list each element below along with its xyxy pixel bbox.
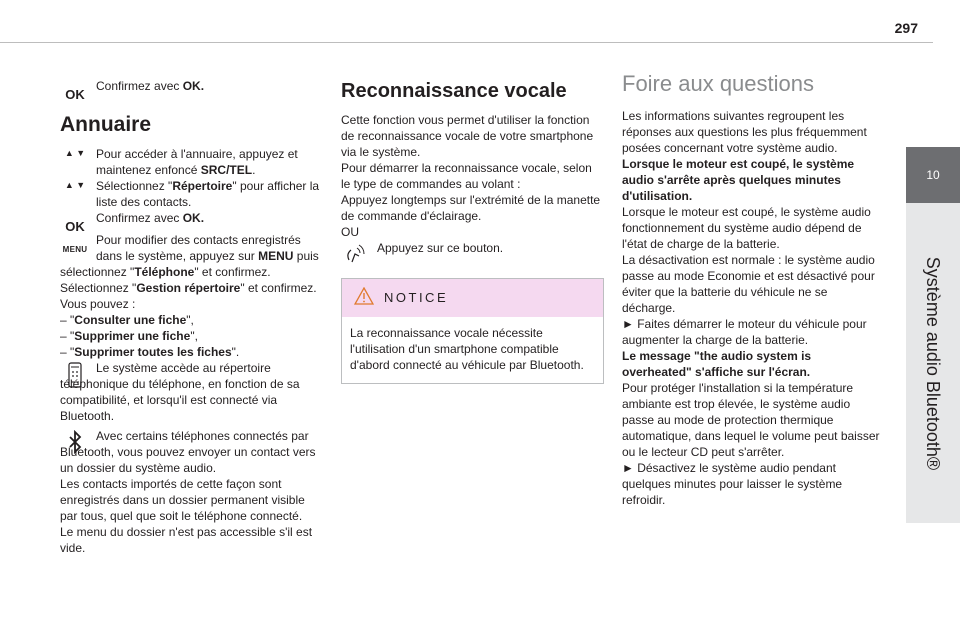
voice-command-icon [341,242,371,269]
confirm2-bold: OK. [182,211,205,225]
arrows1-text: Pour accéder à l'annuaire, appuyez et maintenez enfoncé [96,147,298,177]
option-bold: Supprimer toutes les fiches [74,345,232,359]
confirm-text: Confirmez avec [96,79,183,93]
option-bold: Supprimer une fiche [74,329,191,343]
confirm2-text: Confirmez avec [96,211,183,225]
option-post: ", [190,329,198,343]
faq-question-1: Lorsque le moteur est coupé, le système audio s'arrête après quelques minutes d'utilisation. [622,157,855,203]
column-annuaire [60,78,322,556]
voice-button-row [341,240,604,264]
faq-answer-2: Pour protéger l'installation si la température ambiante est trop élevée, le système audio passe au mode de protection thermique automatique, dans lequel le volume peut baisser ou le lecteur CD peut s'arrêter. [622,381,880,459]
imported-contacts-text: Les contacts importés de cette façon sont enregistrés dans un dossier permanent visible par tous, quel que soit le téléphone connecté. [60,477,305,523]
page-number: 297 [894,20,918,36]
menu-button-icon: MENU [62,245,88,254]
select-gest-post: " et confirmez. [240,281,317,295]
chapter-title [906,203,960,523]
option-post: ". [231,345,240,359]
chapter-title-text: Système audio Bluetooth® [923,256,944,470]
option-item [60,344,322,360]
vous-pouvez: Vous pouvez : [60,297,136,311]
notice-text: La reconnaissance vocale nécessite l'utilisation d'un smartphone compatible d'abord connecté au véhicule par Bluetooth. [350,326,584,372]
section-heading-faq: Foire aux questions [622,71,814,96]
phone-note-text: Le système accède au répertoire téléphonique du téléphone, en fonction de sa compatibilité, et lorsqu'il est connecté via Bluetooth. [60,361,300,423]
column-faq [622,70,884,508]
phone-note-row [60,360,322,424]
option-pre: – " [60,345,75,359]
phone-icon [60,362,90,393]
notice-title: NOTICE [384,290,449,305]
arrows1-post: . [252,163,256,177]
faq-intro: Les informations suivantes regroupent les réponses aux questions les plus fréquemment posées concernant votre système audio. [622,109,867,155]
arrows2-post: " pour afficher la liste des contacts. [96,179,320,209]
select-gest-pre: Sélectionnez " [60,281,137,295]
confirm-bold: OK. [182,79,205,93]
faq-answer-1: Lorsque le moteur est coupé, le système audio fonctionnement du système audio dépend de l'état de charge de la batterie. [622,205,871,251]
select-tel-pre: sélectionnez " [60,265,135,279]
voice-intro: Cette fonction vous permet d'utiliser la fonction de reconnaissance vocale de votre smartphone via le système. [341,113,594,159]
arrows1-bold: SRC/TEL [200,163,253,177]
voice-press-long: Appuyez longtemps sur l'extrémité de la manette de commande d'éclairage. [341,193,601,223]
section-heading-annuaire: Annuaire [60,113,152,136]
select-telephone-line [60,264,322,280]
arrows2-bold: Répertoire [172,179,233,193]
notice-box [341,278,604,384]
menu-bold: MENU [258,249,294,263]
option-pre: – " [60,329,75,343]
option-item [60,312,322,328]
bluetooth-icon [60,430,90,459]
confirm-ok-row-2 [60,210,322,234]
arrows-row-2 [60,178,322,210]
voice-press-button: Appuyez sur ce bouton. [377,241,504,255]
notice-header [342,279,603,317]
voice-or: OU [341,225,359,239]
bluetooth-note-row [60,428,322,476]
faq-answer-1b: La désactivation est normale : le système audio passe au mode Economie et est désactivé pour éviter que la batterie du véhicule ne se décharge. [622,253,875,315]
option-bold: Consulter une fiche [74,313,187,327]
faq-answer-1c: ► Faites démarrer le moteur du véhicule pour augmenter la charge de la batterie. [622,317,867,347]
warning-icon [354,287,374,309]
option-item [60,328,322,344]
ok-button-icon: OK [65,87,85,102]
arrows2-text: Sélectionnez " [96,179,173,193]
menu-row [60,232,322,264]
bluetooth-note-text: Avec certains téléphones connectés par Bluetooth, vous pouvez envoyer un contact vers un dossier du système audio. [60,429,316,475]
menu-text: Pour modifier des contacts enregistrés dans le système, appuyez sur [96,233,301,263]
header-divider [0,42,933,43]
faq-question-2: Le message "the audio system is overheated" s'affiche sur l'écran. [622,349,812,379]
section-heading-reconnaissance: Reconnaissance vocale [341,80,567,102]
select-tel-post: " et confirmez. [194,265,271,279]
confirm-ok-row [60,78,322,102]
voice-start: Pour démarrer la reconnaissance vocale, selon le type de commandes au volant : [341,161,592,191]
select-gest-bold: Gestion répertoire [136,281,241,295]
option-pre: – " [60,313,75,327]
select-gestion-line [60,280,322,296]
up-down-arrows-icon: ▲ ▼ [64,180,86,190]
menu-post: puis [293,249,319,263]
arrows-row-1 [60,146,322,178]
option-post: ", [186,313,194,327]
menu-folder-note: Le menu du dossier n'est pas accessible s'il est vide. [60,525,313,555]
column-reconnaissance [341,78,604,384]
faq-answer-2b: ► Désactivez le système audio pendant quelques minutes pour laisser le système refroidir. [622,461,843,507]
select-tel-bold: Téléphone [134,265,195,279]
chapter-tab: 10 [906,147,960,203]
ok-button-icon: OK [65,219,85,234]
up-down-arrows-icon: ▲ ▼ [64,148,86,158]
